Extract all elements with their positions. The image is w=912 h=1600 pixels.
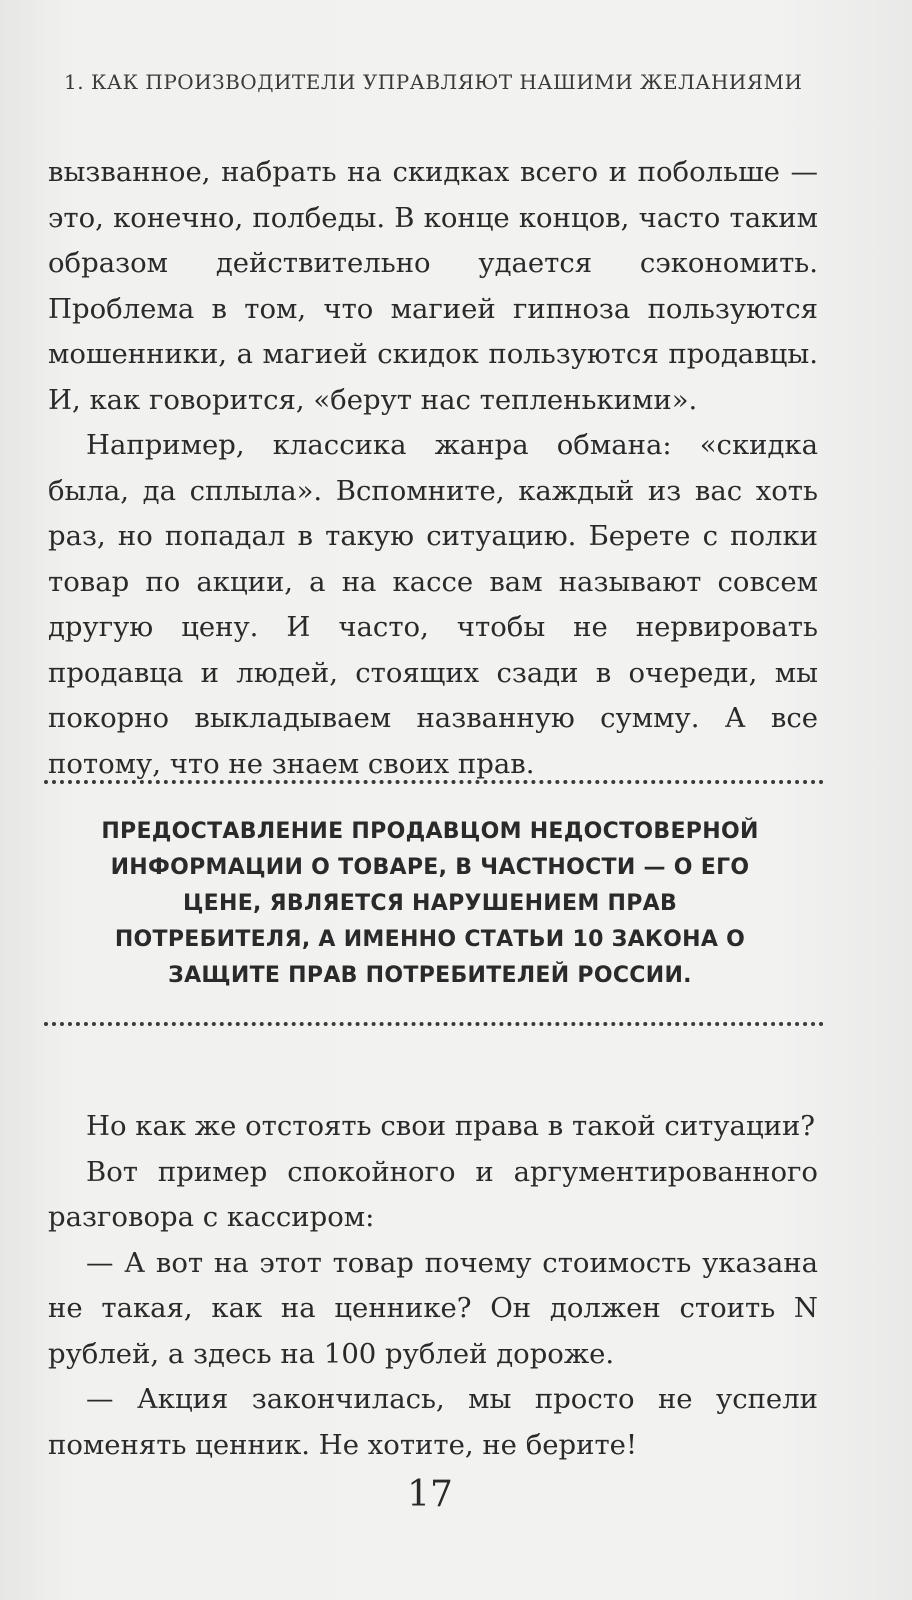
paragraph: Вот пример спокойного и аргументированного разговора с кассиром: — [48, 1155, 818, 1233]
dotted-divider-bottom — [44, 1022, 824, 1026]
dotted-divider-top — [44, 780, 824, 784]
dialogue-line: — А вот на этот товар почему стоимость указана не такая, как на ценнике? Он должен стоить N рублей, а здесь на 100 рублей дороже. — [48, 1246, 818, 1370]
body-text-bottom — [48, 1104, 818, 1468]
body-text-top — [48, 150, 818, 787]
callout-box-text: ПРЕДОСТАВЛЕНИЕ ПРОДАВЦОМ НЕДОСТОВЕРНОЙ ИНФОРМАЦИИ О ТОВАРЕ, В ЧАСТНОСТИ — О ЕГО ЦЕНЕ, ЯВЛЯЕТСЯ НАРУШЕНИЕМ ПРАВ ПОТРЕБИТЕЛЯ, А ИМЕННО СТАТЬИ 10 ЗАКОНА О ЗАЩИТЕ ПРАВ ПОТРЕБИТЕЛЕЙ РОССИИ. — [101, 819, 759, 988]
page-number: 17 — [407, 1474, 453, 1515]
paragraph: Например, классика жанра обмана: «скидка была, да сплыла». Вспомните, каждый из вас хоть раз, но попадал в такую ситуацию. Берете с полки товар по акции, а на кассе вам называют совсем другую цену. И часто, чтобы не нервировать продавца и людей, стоящих сзади в очереди, мы покорно выкладываем названную сумму. А все потому, что не знаем своих прав. — [48, 429, 818, 780]
dialogue-line: — Акция закончилась, мы просто не успели поменять ценник. Не хотите, не берите! — [48, 1383, 818, 1461]
paragraph-continued: вызванное, набрать на скидках всего и побольше — это, конечно, полбеды. В конце концов, часто таким образом действительно удается сэкономить. Проблема в том, что магией гипноза пользуются мошенники, а магией скидок пользуются продавцы. И, как говорится, «берут нас тепленькими». — [48, 156, 818, 416]
running-header: 1. КАК ПРОИЗВОДИТЕЛИ УПРАВЛЯЮТ НАШИМИ ЖЕЛАНИЯМИ — [64, 70, 803, 94]
paragraph: Но как же отстоять свои права в такой ситуации? — [86, 1110, 816, 1142]
